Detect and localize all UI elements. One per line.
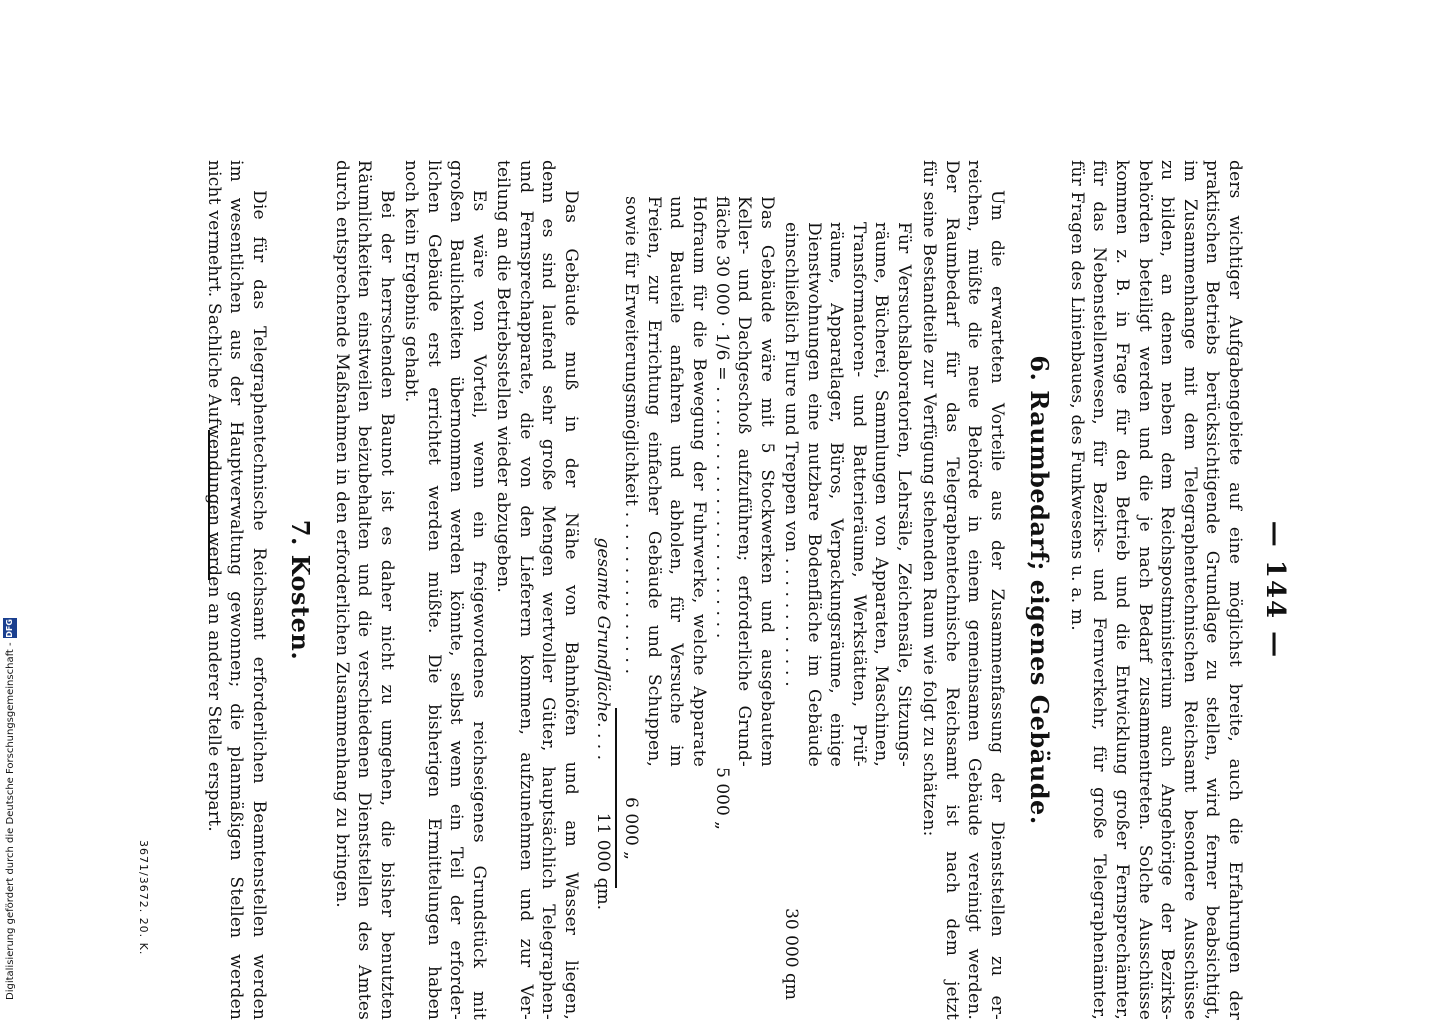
page-number: — 144 — (1260, 520, 1290, 660)
section-6-paragraph-1 (918, 160, 1008, 1020)
text-line: Räumlichkeiten einstweilen beizubehalten und die verschiedenen Dienststellen des Amtes (354, 160, 375, 1020)
text-line: reichen, müßte die neue Behörde in einem gemeinsamen Gebäude vereinigt werden. (964, 160, 985, 1020)
list-line: fläche 30 000 · 1/6 = . . . . . . . . . . . . . . . . . . . . . . . (711, 196, 732, 639)
list-line: Freien, zur Errichtung einfacher Gebäude und Schuppen, (643, 196, 664, 767)
list-line: und Bauteile anfahren und abholen, für Versuche im (666, 196, 687, 767)
text-line: Es wäre von Vorteil, wenn ein freigewordenes reichseigenes Grundstück mit (469, 190, 489, 1020)
list-line: räume, Bücherei, Sammlungen von Apparaten, Maschinen, (871, 222, 892, 767)
yard-space-value: 6 000 „ (621, 797, 641, 860)
total-label: gesamte Grundfläche. . . . (593, 537, 613, 760)
section-7-paragraph (202, 160, 270, 1020)
text-line: für Fragen des Linienbaues, des Funkwesens u. a. m. (1066, 160, 1087, 631)
list-line: Keller- und Dachgeschoß aufzuführen; erforderliche Grund- (734, 196, 755, 767)
text-line: teilung an die Betriebsstellen wieder abzugeben. (493, 160, 514, 594)
list-line: einschließlich Flure und Treppen von . . . . . . . . . . . . (781, 222, 802, 687)
text-line: praktischen Betriebs berücksichtigende Grundlage zu stellen, wird ferner beabsichtigt, (1202, 160, 1223, 1020)
text-line: Die für das Telegraphentechnische Reichsamt erforderlichen Beamtenstellen werden (249, 190, 269, 1020)
text-line: Um die erwarteten Vorteile aus der Zusammenfassung der Dienststellen zu er- (987, 190, 1007, 1020)
space-requirement-value: 30 000 qm (781, 908, 801, 1000)
text-line: durch entsprechende Maßnahmen in den erforderlichen Zusammenhang zu bringen. (331, 160, 352, 908)
list-line: Das Gebäude wäre mit 5 Stockwerken und ausgebautem (757, 196, 777, 767)
text-line: behörden beteiligt werden und die je nach Bedarf zusammentreten. Solche Ausschüsse (1134, 160, 1155, 1020)
text-line: im Zusammenhange mit dem Telegraphentechnischen Reichsamt besondere Ausschüsse (1179, 160, 1200, 1020)
section-6-paragraph-4 (330, 160, 398, 1020)
text-line: und Fernsprechapparate, die von den Lieferern kommen, aufzunehmen und zur Ver- (515, 160, 536, 1020)
list-line: sowie für Erweiterungsmöglichkeit . . . . . . . . . . . . . . . (621, 196, 642, 675)
section-6-paragraph-2 (492, 160, 582, 1020)
credit-text: Digitalisierung gefördert durch die Deutsche Forschungsgemeinschaft - (5, 642, 16, 1000)
digitization-credit (0, 600, 22, 1000)
ground-area-value: 5 000 „ (712, 767, 732, 830)
intro-paragraph (1065, 160, 1246, 1020)
text-line: denn es sind laufend sehr große Mengen wertvoller Güter, hauptsächlich Telegraphen- (538, 160, 559, 1020)
list-line: Transformatoren- und Batterieräume, Werkstätten, Prüf- (848, 222, 869, 767)
document-page (110, 160, 1290, 1020)
text-line: für das Nebenstellenwesen, für Bezirks- und Fernverkehr, für große Telegraphenämter, (1089, 160, 1110, 1020)
total-value: 11 000 qm. (593, 812, 613, 910)
text-line: Das Gebäude muß in der Nähe von Bahnhöfen und am Wasser liegen, (561, 190, 581, 1020)
space-requirement-list (779, 222, 915, 767)
list-line: Dienstwohnungen eine nutzbare Bodenfläche im Gebäude (803, 222, 824, 767)
list-line: Hofraum für die Bewegung der Fuhrwerke, welche Apparate (689, 196, 709, 767)
section-6-paragraph-3 (400, 160, 490, 1020)
text-line: kommen z. B. in Frage für den Betrieb und die Entwicklung großer Fernsprechämter, (1112, 160, 1133, 1020)
end-rule (208, 430, 210, 580)
text-line: lichen Gebäude erst errichtet werden müßte. Die bisherigen Ermittelungen haben (423, 160, 444, 1020)
text-line: Der Raumbedarf für das Telegraphentechnische Reichsamt ist nach dem jetzt (941, 160, 962, 1020)
text-line: noch kein Ergebnis gehabt. (401, 160, 422, 403)
list-line: räume, Apparatlager, Büros, Verpackungsräume, einige (826, 222, 847, 767)
list-line: Für Versuchslaboratorien, Lehrsäle, Zeichensäle, Sitzungs- (894, 222, 914, 767)
text-line: ders wichtiger Aufgabengebiete auf eine möglichst breite, auch die Erfahrungen der (1225, 160, 1245, 1020)
text-line: für seine Bestandteile zur Verfügung stehenden Raum wie folgt zu schätzen: (919, 160, 940, 837)
sum-rule (615, 708, 617, 888)
print-signature: 3671/3672. 20. K. (137, 840, 150, 956)
section-6-heading: 6. Raumbedarf; eigenes Gebäude. (1025, 355, 1054, 825)
text-line: nicht vermehrt. Sachliche Aufwendungen werden an anderer Stelle erspart. (203, 160, 224, 832)
text-line: großen Baulichkeiten übernommen werden könnte, selbst wenn ein Teil der erforder- (446, 160, 467, 1020)
text-line: im wesentlichen aus der Hauptverwaltung gewonnen; die planmäßigen Stellen werden (226, 160, 247, 1020)
text-line: zu bilden, an denen neben dem Reichspostministerium auch Angehörige der Bezirks- (1157, 160, 1178, 1020)
text-line: Bei der herrschenden Baunot ist es daher nicht zu umgehen, die bisher benutzten (377, 190, 397, 1020)
section-7-heading: 7. Kosten. (286, 519, 315, 661)
dfg-logo: DFG (3, 618, 17, 638)
